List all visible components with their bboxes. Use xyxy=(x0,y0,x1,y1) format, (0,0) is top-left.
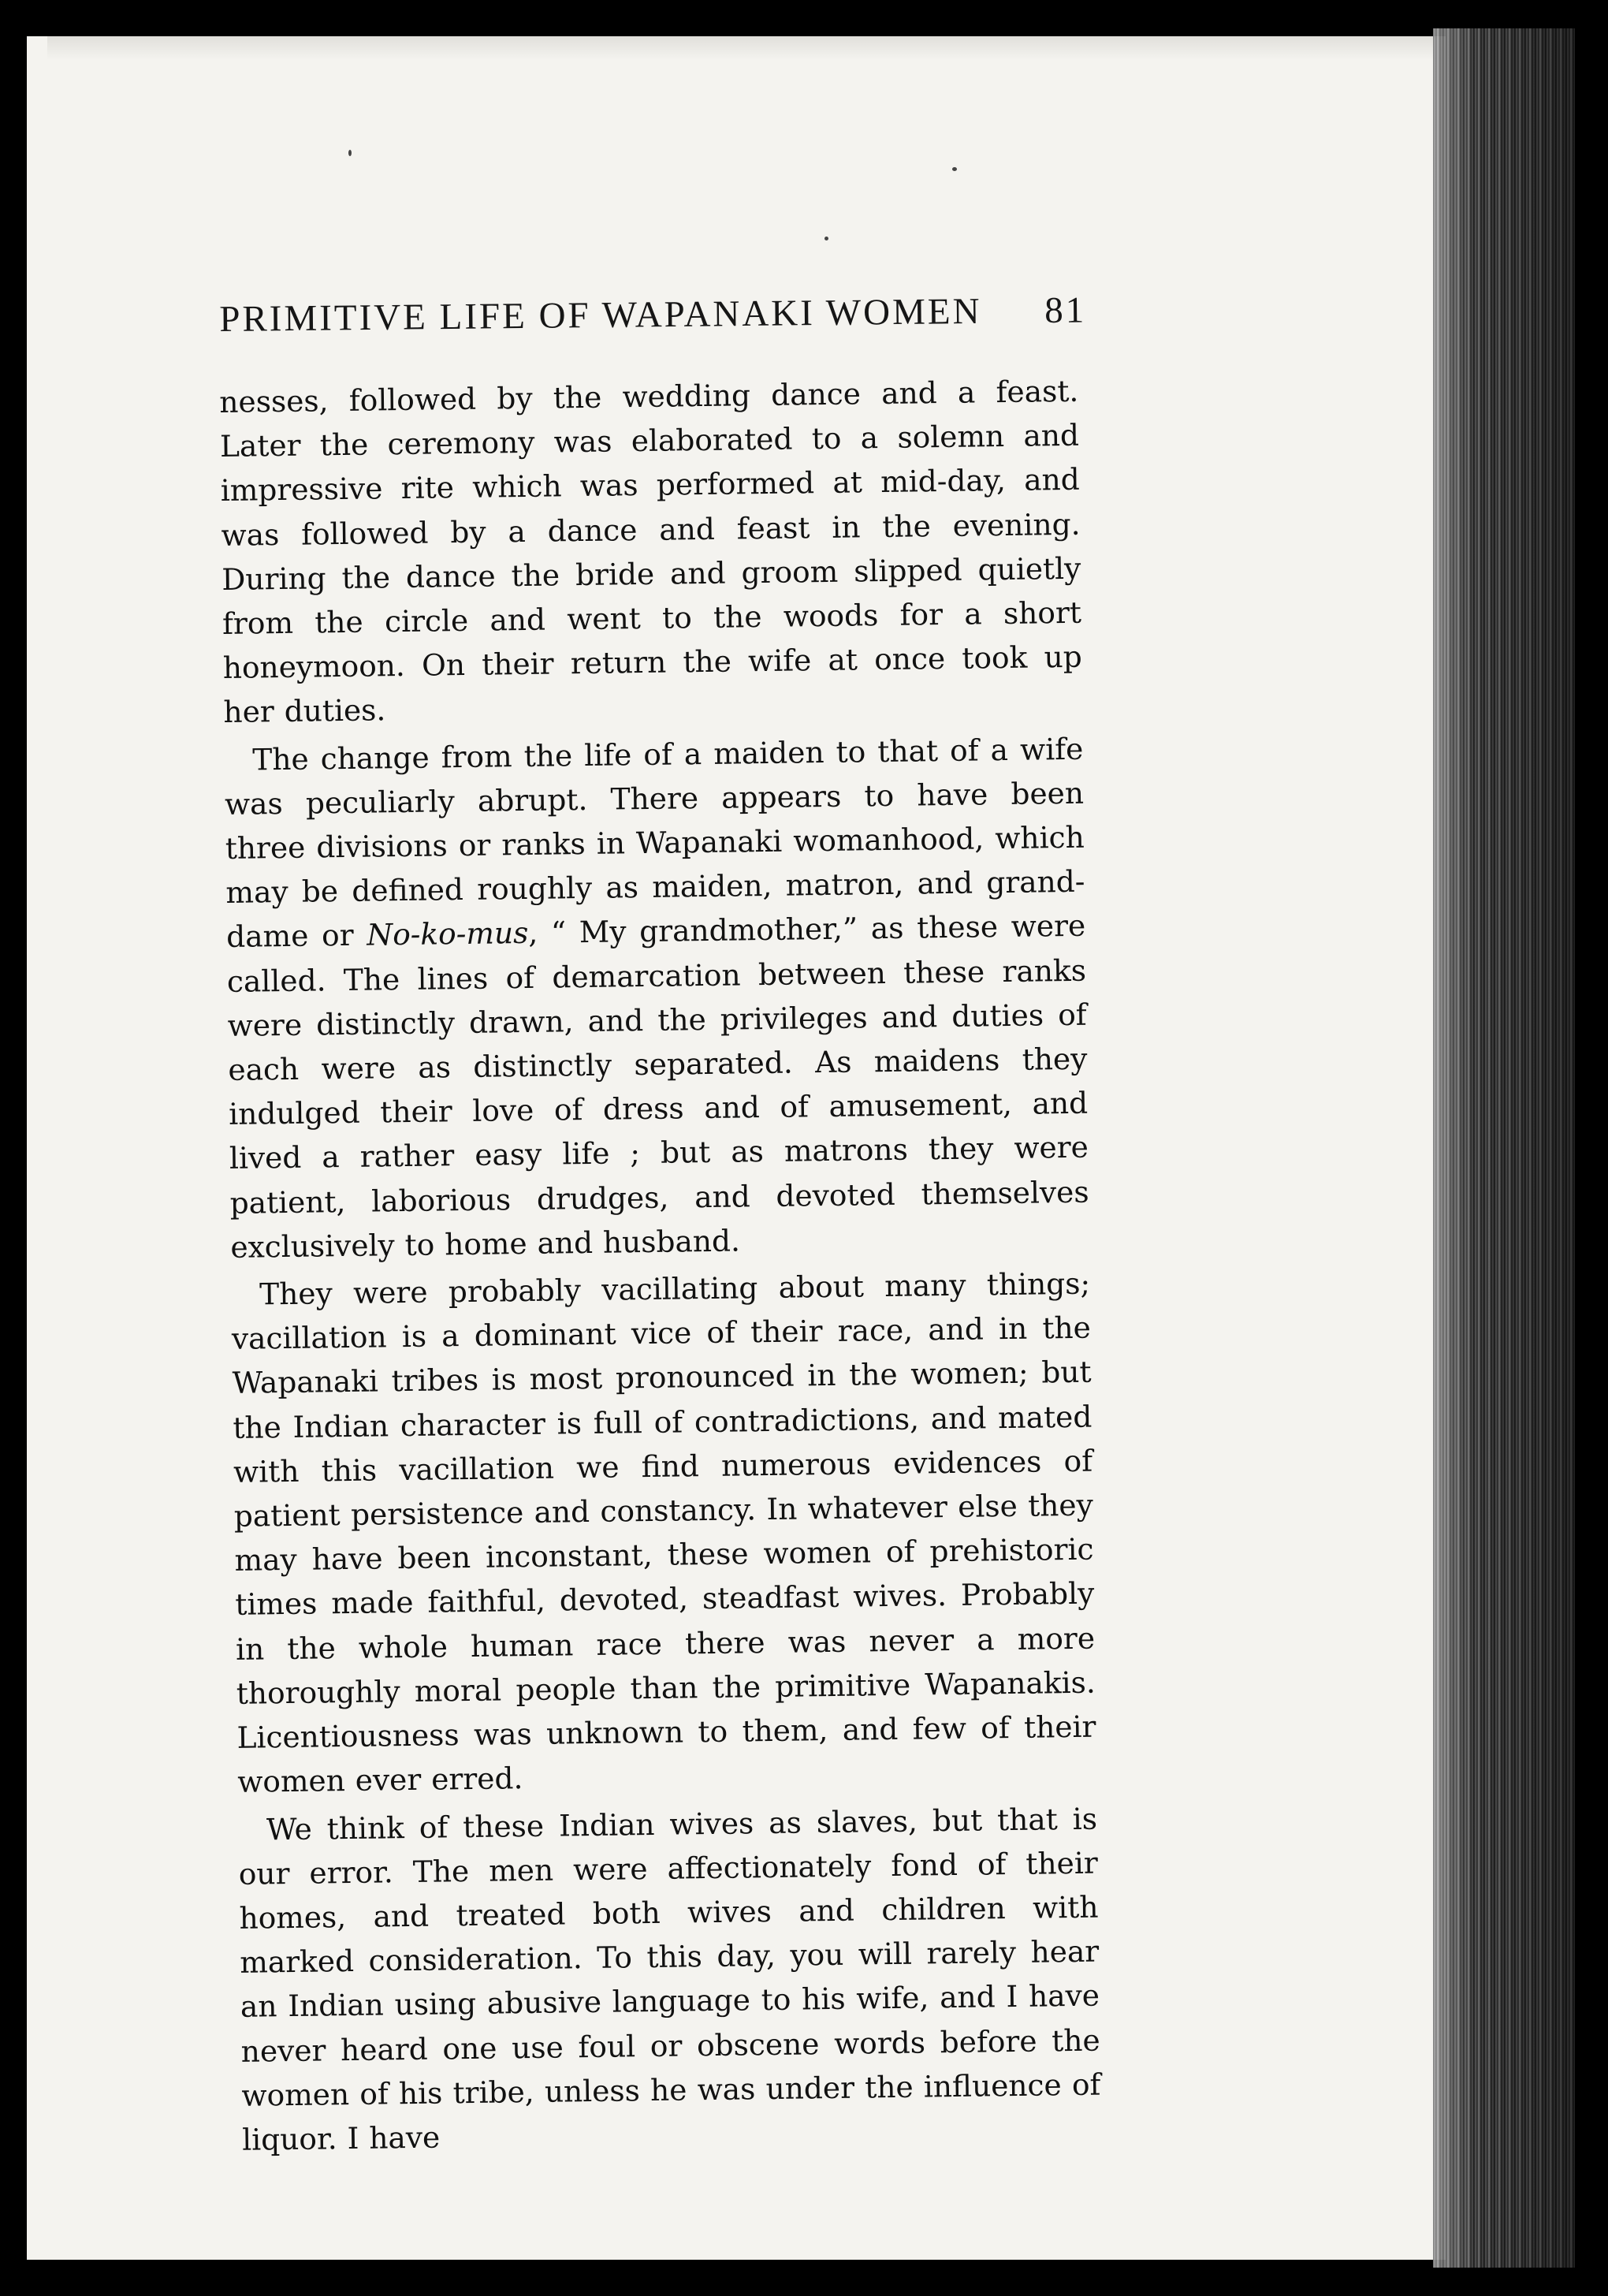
scan-speck xyxy=(824,237,828,240)
scan-speck xyxy=(952,167,957,171)
page-number: 81 xyxy=(1044,289,1087,332)
text-run: nesses, followed by the wedding dance and a feast. Later the ceremony was elaborated to a solemn and impressive rite which was performed at mid-day, and was followed by a dance and feast in the evening. During the dance the bride and groom slipped quietly from the circle and went to the woods for a short honeymoon. On their return the wife at once took up her duties. xyxy=(219,373,1082,730)
text-run: The change from the life of a maiden to that of a wife was peculiarly abrupt. There appears to have been three divisions or ranks in Wapanaki womanhood, which may be defined roughly as maiden, matron, and grand-dame or xyxy=(224,731,1085,955)
running-header xyxy=(219,289,1087,341)
paragraph xyxy=(238,1796,1102,2162)
text-run: , “ My grandmother,” as these were called. The lines of demarcation between these ranks were distinctly drawn, and the privileges and duties of each were as distinctly separated. As maidens they indulged their love of dress and of amusement, and lived a rather easy life ; but as matrons they were patient, laborious drudges, and devoted themselves exclusively to home and husband. xyxy=(226,908,1089,1265)
body-text xyxy=(219,369,1102,2165)
scan-speck xyxy=(348,150,352,156)
running-title: PRIMITIVE LIFE OF WAPANAKI WOMEN xyxy=(219,290,982,340)
book-fore-edge-shade xyxy=(1433,28,1575,2268)
paragraph xyxy=(219,369,1083,735)
paragraph xyxy=(224,726,1090,1269)
italic-term: No-ko-mus xyxy=(367,915,529,953)
text-run: We think of these Indian wives as slaves, but that is our error. The men were affectionately fond of their homes, and treated both wives and children with marked consideration. To this day, you will rarely hear an Indian using abusive language to his wife, and I have never heard one use foul or obscene words before the women of his tribe, unless he was under the influence of liquor. I have xyxy=(238,1801,1101,2157)
paragraph xyxy=(231,1262,1097,1805)
text-run: They were probably vacillating about many things; vacillation is a dominant vice of their race, and in the Wapanaki tribes is most pronounced in the women; but the Indian character is full of contradictions, and mated with this vacillation we find numerous evidences of patient persistence and constancy. In whatever else they may have been inconstant, these women of prehistoric times made faithful, devoted, steadfast wives. Probably in the whole human race there was never a more thoroughly moral people than the primitive Wapanakis. Licentiousness was unknown to them, and few of their women ever erred. xyxy=(231,1265,1096,1800)
page-top-shadow xyxy=(47,36,1435,60)
